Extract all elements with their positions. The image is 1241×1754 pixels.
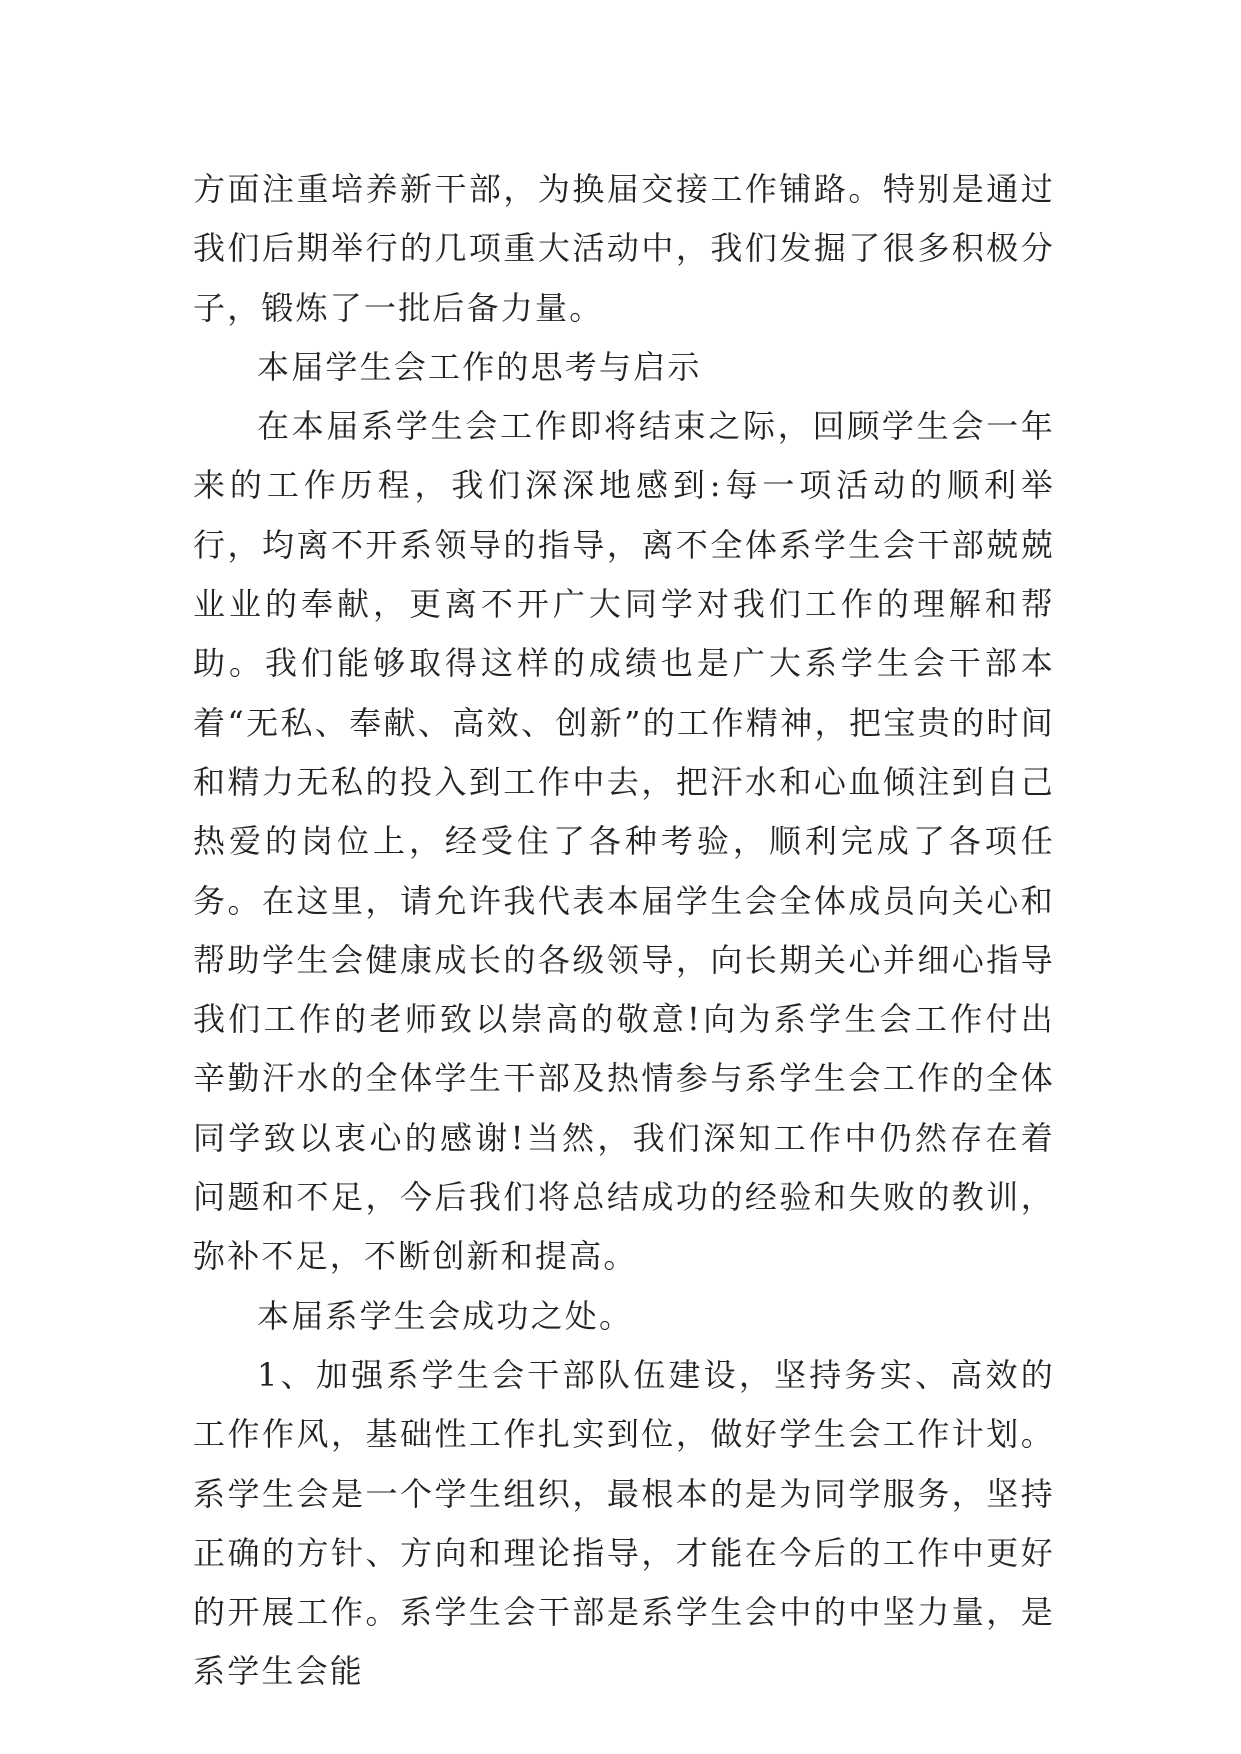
section-heading-reflection: 本届学生会工作的思考与启示 — [257, 347, 702, 386]
section-heading-successes: 本届系学生会成功之处。 — [257, 1296, 634, 1335]
paragraph-item-1: 1、加强系学生会干部队伍建设，坚持务实、高效的工作作风，基础性工作扎实到位，做好学生会工作计划。系学生会是一个学生组织，最根本的是为同学服务，坚持正确的方针、方向和理论指导，才能在今后的工作中更好的开展工作。系学生会干部是系学生会中的中坚力量，是系学生会能 — [193, 1355, 1055, 1691]
paragraph-reflection-body: 在本届系学生会工作即将结束之际，回顾学生会一年来的工作历程，我们深深地感到:每一项活动的顺利举行，均离不开系领导的指导，离不全体系学生会干部兢兢业业的奉献，更离不开广大同学对我们工作的理解和帮助。我们能够取得这样的成绩也是广大系学生会干部本着“无私、奉献、高效、创新”的工作精神，把宝贵的时间和精力无私的投入到工作中去，把汗水和心血倾注到自己热爱的岗位上，经受住了各种考验，顺利完成了各项任务。在这里，请允许我代表本届学生会全体成员向关心和帮助学生会健康成长的各级领导，向长期关心并细心指导我们工作的老师致以崇高的敬意!向为系学生会工作付出辛勤汗水的全体学生干部及热情参与系学生会工作的全体同学致以衷心的感谢!当然，我们深知工作中仍然存在着问题和不足，今后我们将总结成功的经验和失败的教训，弥补不足，不断创新和提高。 — [193, 407, 1055, 1276]
document-body — [193, 160, 1055, 1702]
paragraph-continuation: 方面注重培养新干部，为换届交接工作铺路。特别是通过我们后期举行的几项重大活动中，我们发掘了很多积极分子，锻炼了一批后备力量。 — [193, 170, 1055, 327]
